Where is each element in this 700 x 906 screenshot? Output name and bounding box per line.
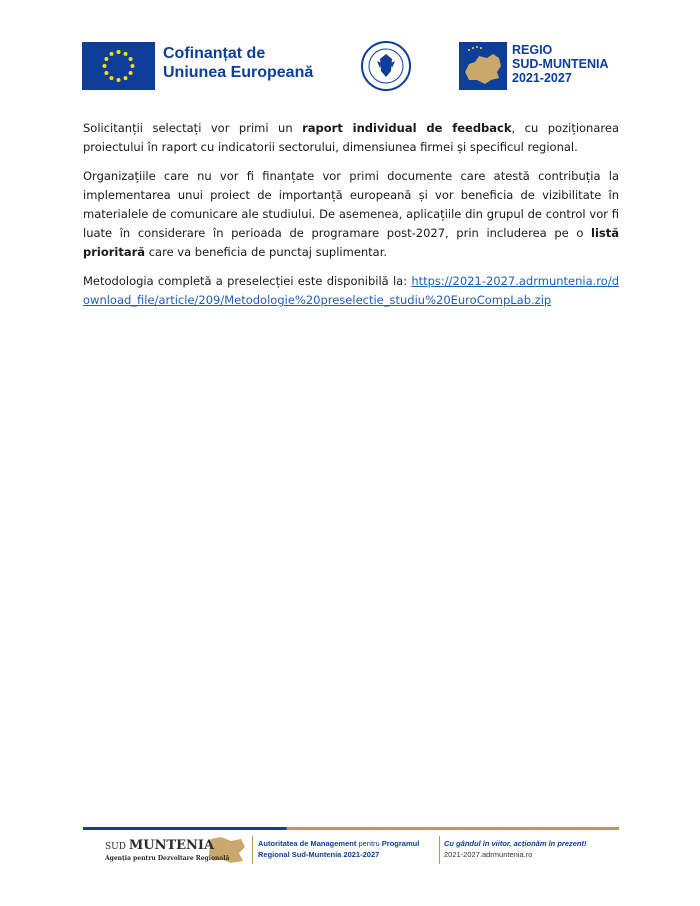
logo-subtitle: Agenția pentru Dezvoltare Regională <box>105 855 230 862</box>
regio-line-1: REGIO <box>512 43 553 57</box>
regio-label <box>512 43 609 85</box>
footer-separator-2 <box>439 836 440 864</box>
eu-line-2: Uniunea Europeană <box>163 64 314 81</box>
footer-separator-1 <box>252 836 253 864</box>
p1-text-b: , cu poziționarea proiectului în raport cu indicatorii sectorului, dimensiunea firmei și specificul regional. <box>83 121 619 154</box>
footer-program-name: Regional Sud-Muntenia 2021-2027 <box>258 850 380 859</box>
regio-map-icon <box>459 42 507 90</box>
eu-line-1: Cofinanțat de <box>163 45 266 62</box>
footer-divider-line <box>83 827 619 830</box>
government-seal-icon <box>361 41 411 91</box>
eu-cofinanced-label <box>163 44 313 82</box>
paragraph-feedback <box>83 119 619 157</box>
footer-programul: Programul <box>381 839 420 848</box>
p2-text-a: Organizațiile care nu vor fi finanțate vor primi documente care atestă contribuția la implementarea unui proiect de importanță europeană și vor beneficia de vizibilitate în materialele de comunicare ale studiului. De asemenea, aplicațiile din grupul de control vor fi luate în considerare în perioada de programare post-2027, prin includerea pe o <box>83 169 619 240</box>
logo-muntenia: MUNTENIA <box>128 838 215 853</box>
paragraph-organizations <box>83 167 619 262</box>
footer-website: 2021-2027.adrmuntenia.ro <box>444 850 533 859</box>
p3-text-a: Metodologia completă a preselecției este disponibilă la: <box>83 274 412 288</box>
document-body <box>83 119 619 320</box>
paragraph-methodology <box>83 272 619 310</box>
footer-slogan-block <box>444 838 587 860</box>
logo-sud: SUD <box>105 842 126 852</box>
footer-am: Autoritatea de Management <box>258 839 357 848</box>
sud-muntenia-logo <box>83 833 248 869</box>
regio-line-3: 2021-2027 <box>512 71 572 85</box>
eu-flag-icon <box>82 42 155 90</box>
p1-bold: raport individual de feedback <box>302 121 512 135</box>
footer-slogan: Cu gândul în viitor, acționăm în prezent! <box>444 839 587 848</box>
footer-pentru: pentru <box>356 839 382 848</box>
p2-text-b: care va beneficia de punctaj suplimentar. <box>145 245 388 259</box>
p1-text-a: Solicitanții selectați vor primi un <box>83 121 303 135</box>
methodology-link[interactable]: https://2021-2027.adrmuntenia.ro/download_file/article/209/Metodologie%20preselectie_studiu%20EuroCompLab.zip <box>83 274 619 307</box>
p2-bold: listă prioritară <box>83 226 619 259</box>
page-header <box>0 0 700 100</box>
regio-line-2: SUD-MUNTENIA <box>512 57 609 71</box>
footer-program-info <box>258 838 419 860</box>
